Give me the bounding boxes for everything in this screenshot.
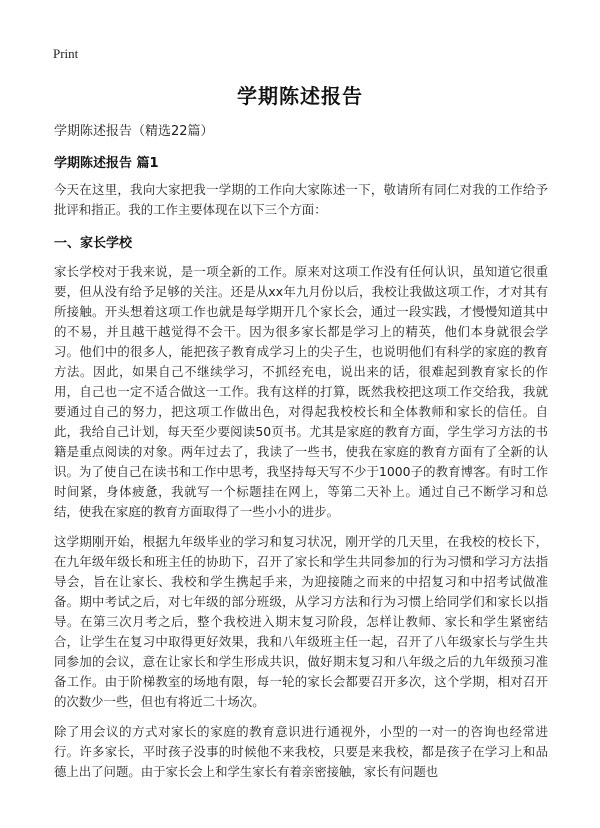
intro-paragraph: 今天在这里，我向大家把我一学期的工作向大家陈述一下，敬请所有同仁对我的工作给予批评和指正。我的工作主要体现在以下三个方面： (54, 182, 548, 217)
heading-family-school: 一、家长学校 (54, 236, 133, 251)
print-link[interactable]: Print (53, 46, 79, 61)
body-paragraph-3: 除了用会议的方式对家长的家庭的教育意识进行通视外，小型的一对一的咨询也经常进行。许多家长，平时孩子没事的时候他不来我校，只要是来我校，都是孩子在学习上和品德上出了问题。由于家长会上和学生家长有着亲密接触，家长有问题也 (54, 724, 548, 779)
section-title: 学期陈述报告 篇1 (54, 156, 159, 171)
page-title: 学期陈述报告 (237, 84, 363, 108)
body-paragraph-2: 这学期刚开始，根据九年级毕业的学习和复习状况，刚开学的几天里，在我校的校长下，在九年级年级长和班主任的协助下，召开了家长和学生共同参加的行为习惯和学习方法指导会，旨在让家长、我校和学生携起手来，为迎接随之而来的中招复习和中招考试做准备。期中考试之后，对七年级的部分班级，从学习方法和行为习惯上给同学们和家长以指导。在第三次月考之后，整个我校进入期末复习阶段，怎样让教师、家长和学生紧密结合，让学生在复习中取得更好效果，我和八年级班主任一起，召开了八年级家长与学生共同参加的会议，意在让家长和学生形成共识，做好期末复习和八年级之后的九年级预习准备工作。由于阶梯教室的场地有限，每一轮的家长会都要召开多次，这个学期，相对召开的次数少一些，但也有将近二十场次。 (54, 534, 548, 709)
document-subtitle: 学期陈述报告（精选22篇） (54, 124, 214, 139)
body-paragraph-1: 家长学校对于我来说，是一项全新的工作。原来对这项工作没有任何认识，虽知道它很重要，但从没有给予足够的关注。还是从xx年九月份以后，我校让我做这项工作，才对其有所接触。开头想着这项工作也就是每学期开几个家长会，通过一段实践，才慢慢知道其中的不易，并且越干越觉得不会干。因为很多家长都是学习上的精英，他们本身就很会学习。他们中的很多人，能把孩子教育成学习上的尖子生，也说明他们有科学的家庭的教育方法。因此，如果自己不继续学习，不抓经充电，说出来的话，很难起到教育家长的作用，自己也一定不适合做这一工作。我有这样的打算，既然我校把这项工作交给我，我就要通过自己的努力，把这项工作做出色，对得起我校校长和全体教师和家长的信任。自此，我给自己计划，每天至少要阅读50页书。尤其是家庭的教育方面，学生学习方法的书籍是重点阅读的对象。两年过去了，我读了一些书，使我在家庭的教育方面有了全新的认识。为了使自己在读书和工作中思考，我坚持每天写不少于1000子的教育博客。有时工作时间紧，身体疲惫，我就写一个标题挂在网上，等第二天补上。通过自己不断学习和总结，使我在家庭的教育方面取得了一些小小的进步。 (54, 264, 548, 519)
